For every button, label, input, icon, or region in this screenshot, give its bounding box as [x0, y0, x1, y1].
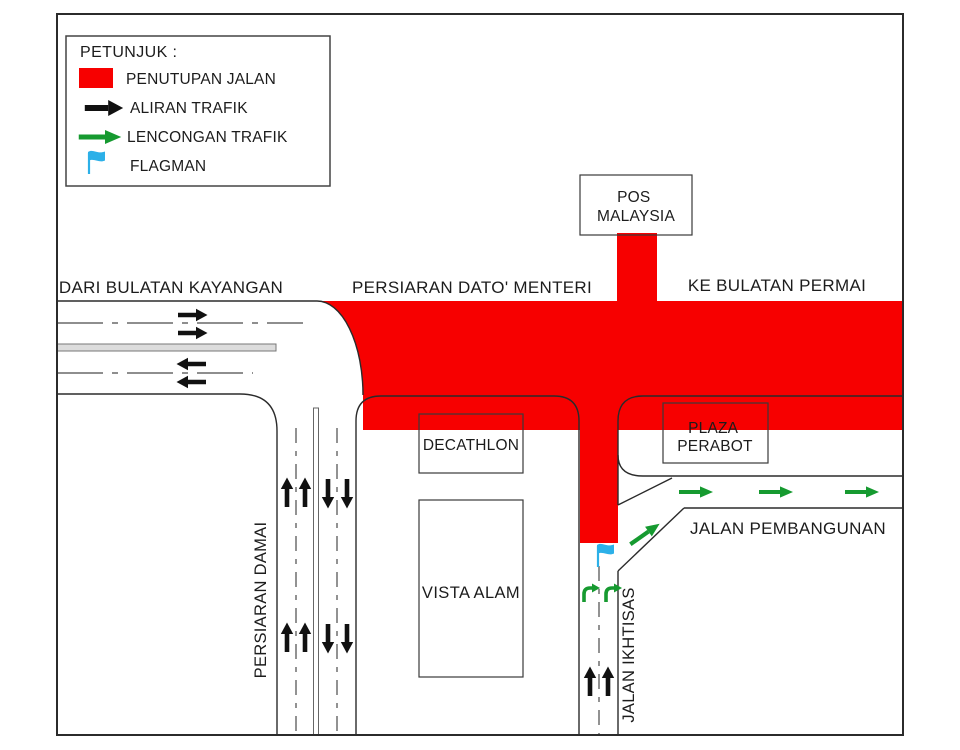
svg-text:VISTA ALAM — [422, 584, 520, 602]
legend-title: PETUNJUK : — [80, 44, 178, 61]
svg-text:PLAZA PERABOT — [677, 420, 753, 455]
road-label-pembangunan: JALAN PEMBANGUNAN — [690, 519, 886, 538]
closure-swatch-icon — [79, 68, 113, 88]
road-label-west: DARI BULATAN KAYANGAN — [58, 278, 284, 297]
road-label-ikhtisas: JALAN IKHTISAS — [620, 587, 638, 723]
road-label-damai: PERSIARAN DAMAI — [252, 521, 270, 679]
road-label-east: KE BULATAN PERMAI — [687, 276, 867, 295]
legend — [66, 36, 330, 186]
legend-item-label: LENCONGAN TRAFIK — [127, 129, 288, 146]
closure-jalan-ikhtisas — [580, 395, 618, 543]
building-plaza-line2: PERABOT — [677, 438, 753, 455]
svg-text:DECATHLON — [423, 437, 519, 454]
closure-pos-access — [617, 233, 657, 303]
median-persiaran-damai — [314, 408, 319, 735]
building-decathlon-label: DECATHLON — [422, 437, 520, 454]
median-main-road — [57, 344, 276, 351]
building-pos-line2: MALAYSIA — [597, 208, 675, 225]
building-plaza-line1: PLAZA — [688, 420, 738, 437]
building-pos-line1: POS — [617, 189, 651, 206]
legend-item-label: FLAGMAN — [130, 158, 207, 175]
legend-item-label: PENUTUPAN JALAN — [126, 71, 276, 88]
legend-item-label: ALIRAN TRAFIK — [130, 100, 248, 117]
road-label-main: PERSIARAN DATO' MENTERI — [352, 278, 592, 297]
building-vista-label: VISTA ALAM — [421, 584, 521, 602]
